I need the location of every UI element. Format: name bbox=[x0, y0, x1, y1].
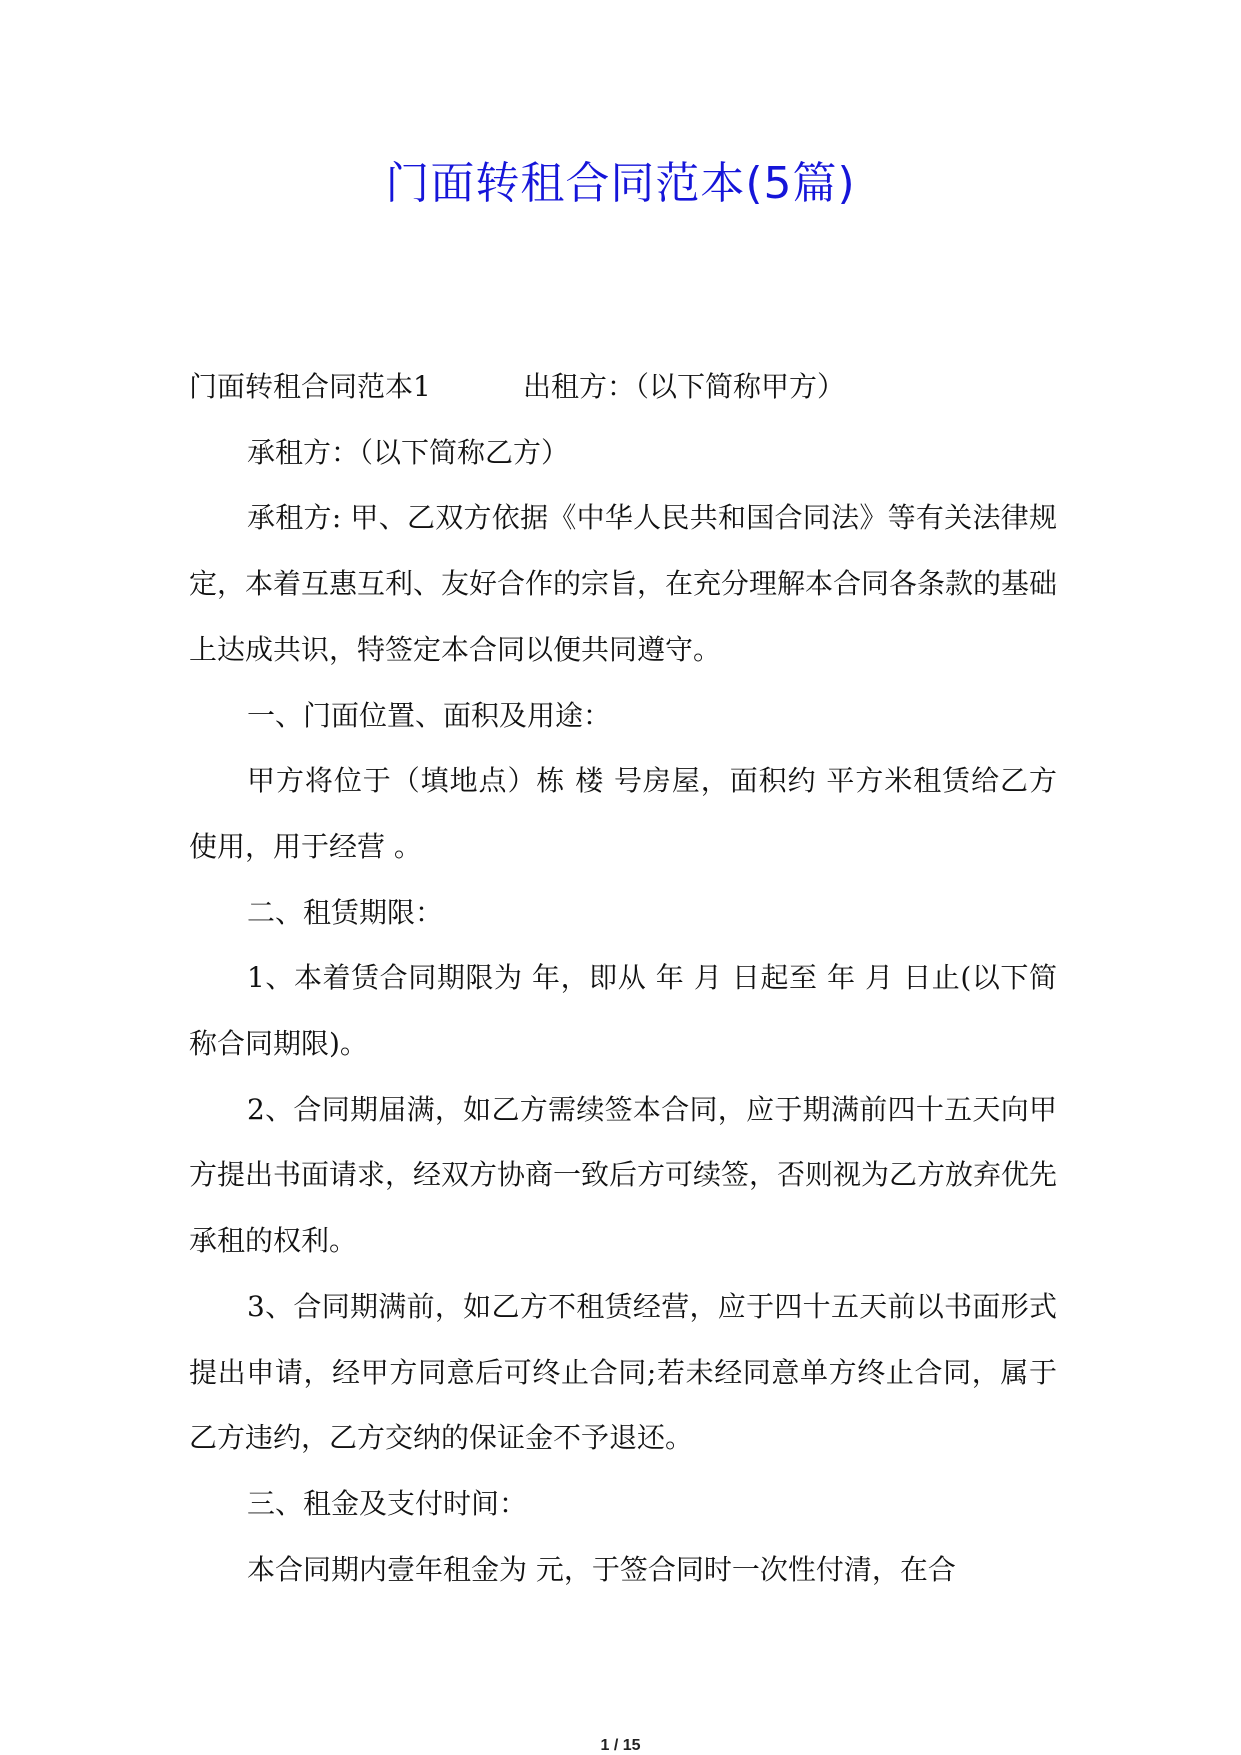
clause-term-item-2: 2、合同期届满，如乙方需续签本合同，应于期满前四十五天向甲方提出书面请求，经双方协商一致后方可续签，否则视为乙方放弃优先承租的权利。 bbox=[189, 1092, 1058, 1258]
clause-heading-term: 二、租赁期限： bbox=[247, 895, 444, 929]
first-paragraph bbox=[189, 354, 1057, 420]
clause-term-item-1: 1、本着赁合同期限为 年，即从 年 月 日起至 年 月 日止(以下简称合同期限)。 bbox=[189, 961, 1057, 1061]
preamble-paragraph: 承租方: 甲、乙双方依据《中华人民共和国合同法》等有关法律规定，本着互惠互利、友好合作的宗旨，在充分理解本合同各条款的基础上达成共识，特签定本合同以便共同遵守。 bbox=[189, 501, 1058, 666]
document-body bbox=[189, 354, 1057, 1602]
page-number: 1 / 15 bbox=[600, 1737, 641, 1754]
lessee-line: 承租方：（以下简称乙方） bbox=[247, 435, 570, 469]
clause-heading-rent: 三、租金及支付时间： bbox=[247, 1486, 528, 1520]
document-title: 门面转租合同范本(5篇) bbox=[385, 158, 856, 209]
section-heading: 门面转租合同范本1 bbox=[189, 370, 431, 403]
clause-term-item-3: 3、合同期满前，如乙方不租赁经营，应于四十五天前以书面形式提出申请，经甲方同意后可终止合同;若未经同意单方终止合同，属于乙方违约，乙方交纳的保证金不予退还。 bbox=[189, 1289, 1057, 1455]
clause-location-text: 甲方将位于（填地点）栋 楼 号房屋，面积约 平方米租赁给乙方使用，用于经营 。 bbox=[189, 764, 1057, 863]
clause-rent-text: 本合同期内壹年租金为 元，于签合同时一次性付清，在合 bbox=[247, 1552, 956, 1586]
lessor-line: 出租方：（以下简称甲方） bbox=[523, 370, 846, 403]
clause-heading-location: 一、门面位置、面积及用途： bbox=[247, 698, 612, 732]
